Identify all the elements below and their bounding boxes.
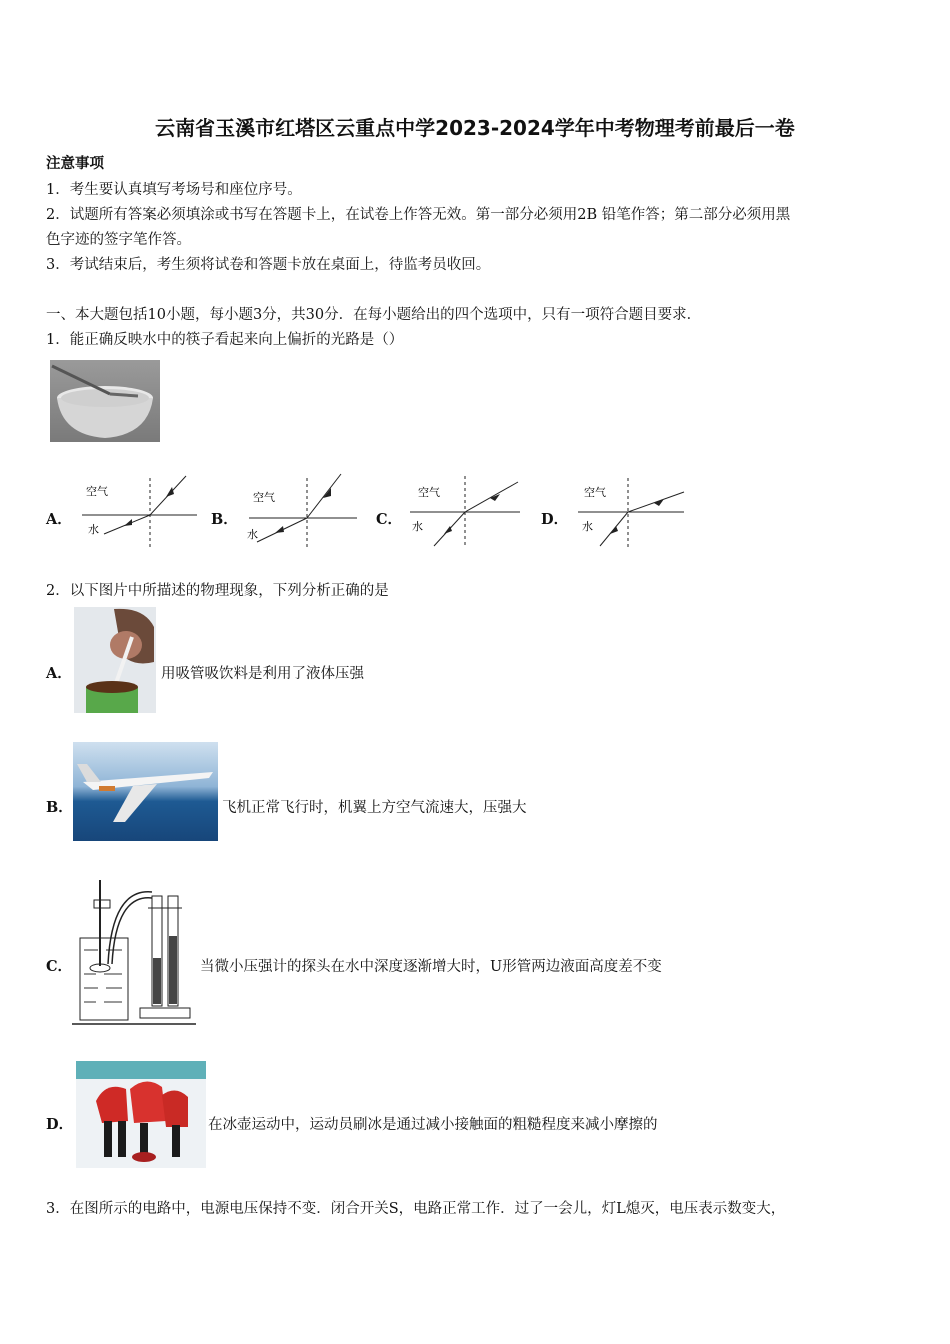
option-d-label[interactable]: D． <box>541 511 569 528</box>
svg-text:水: 水 <box>582 520 593 533</box>
section-heading: 一、本大题包括10小题，每小题3分，共30分．在每小题给出的四个选项中，只有一项符合题目要求． <box>46 307 702 323</box>
option-d-text: 在冰壶运动中，运动员刷冰是通过减小接触面的粗糙程度来减小摩擦的 <box>208 1117 658 1133</box>
svg-text:空气: 空气 <box>86 485 108 498</box>
svg-text:空气: 空气 <box>253 491 275 504</box>
svg-text:水: 水 <box>88 523 99 536</box>
page-title: 云南省玉溪市红塔区云重点中学2023-2024学年中考物理考前最后一卷 <box>155 116 795 140</box>
option-b-label[interactable]: B． <box>46 799 73 816</box>
option-c-text: 当微小压强计的探头在水中深度逐渐增大时，U形管两边液面高度差不变 <box>200 959 662 975</box>
svg-text:水: 水 <box>412 520 423 533</box>
chopstick-in-bowl-image <box>50 360 160 442</box>
ray-diagram-a <box>82 470 202 550</box>
notice-heading: 注意事项 <box>46 155 104 172</box>
question-2-stem: 2．以下图片中所描述的物理现象，下列分析正确的是 <box>46 583 389 599</box>
option-c-label[interactable]: C． <box>376 511 403 528</box>
svg-text:空气: 空气 <box>418 486 440 499</box>
option-d-label[interactable]: D． <box>46 1116 74 1133</box>
question-3-stem: 3．在图所示的电路中，电源电压保持不变．闭合开关S，电路正常工作．过了一会儿，灯L熄灭，电压表示数变大， <box>46 1201 786 1217</box>
airplane-image <box>73 742 218 841</box>
notice-item: 1．考生要认真填写考场号和座位序号。 <box>46 182 302 198</box>
notice-item: 2．试题所有答案必须填涂或书写在答题卡上，在试卷上作答无效。第一部分必须用2B 铅笔作答；第二部分必须用黑 <box>46 207 791 223</box>
manometer-diagram <box>72 878 196 1028</box>
notice-item: 3．考试结束后，考生须将试卷和答题卡放在桌面上，待监考员收回。 <box>46 257 491 273</box>
svg-text:空气: 空气 <box>584 486 606 499</box>
ray-diagram-c <box>410 470 530 550</box>
notice-item: 色字迹的签字笔作答。 <box>46 232 191 248</box>
option-a-label[interactable]: A． <box>46 665 72 682</box>
option-b-text: 飞机正常飞行时，机翼上方空气流速大，压强大 <box>222 800 527 816</box>
option-b-label[interactable]: B． <box>211 511 238 528</box>
drinking-straw-image <box>74 607 156 713</box>
svg-text:水: 水 <box>247 528 258 541</box>
ray-diagram-b <box>243 470 363 550</box>
curling-image <box>76 1061 206 1168</box>
ray-diagram-d <box>578 470 698 550</box>
option-a-text: 用吸管吸饮料是利用了液体压强 <box>161 666 364 682</box>
question-1-stem: 1．能正确反映水中的筷子看起来向上偏折的光路是（） <box>46 332 404 348</box>
option-c-label[interactable]: C． <box>46 958 73 975</box>
option-a-label[interactable]: A． <box>46 511 72 528</box>
